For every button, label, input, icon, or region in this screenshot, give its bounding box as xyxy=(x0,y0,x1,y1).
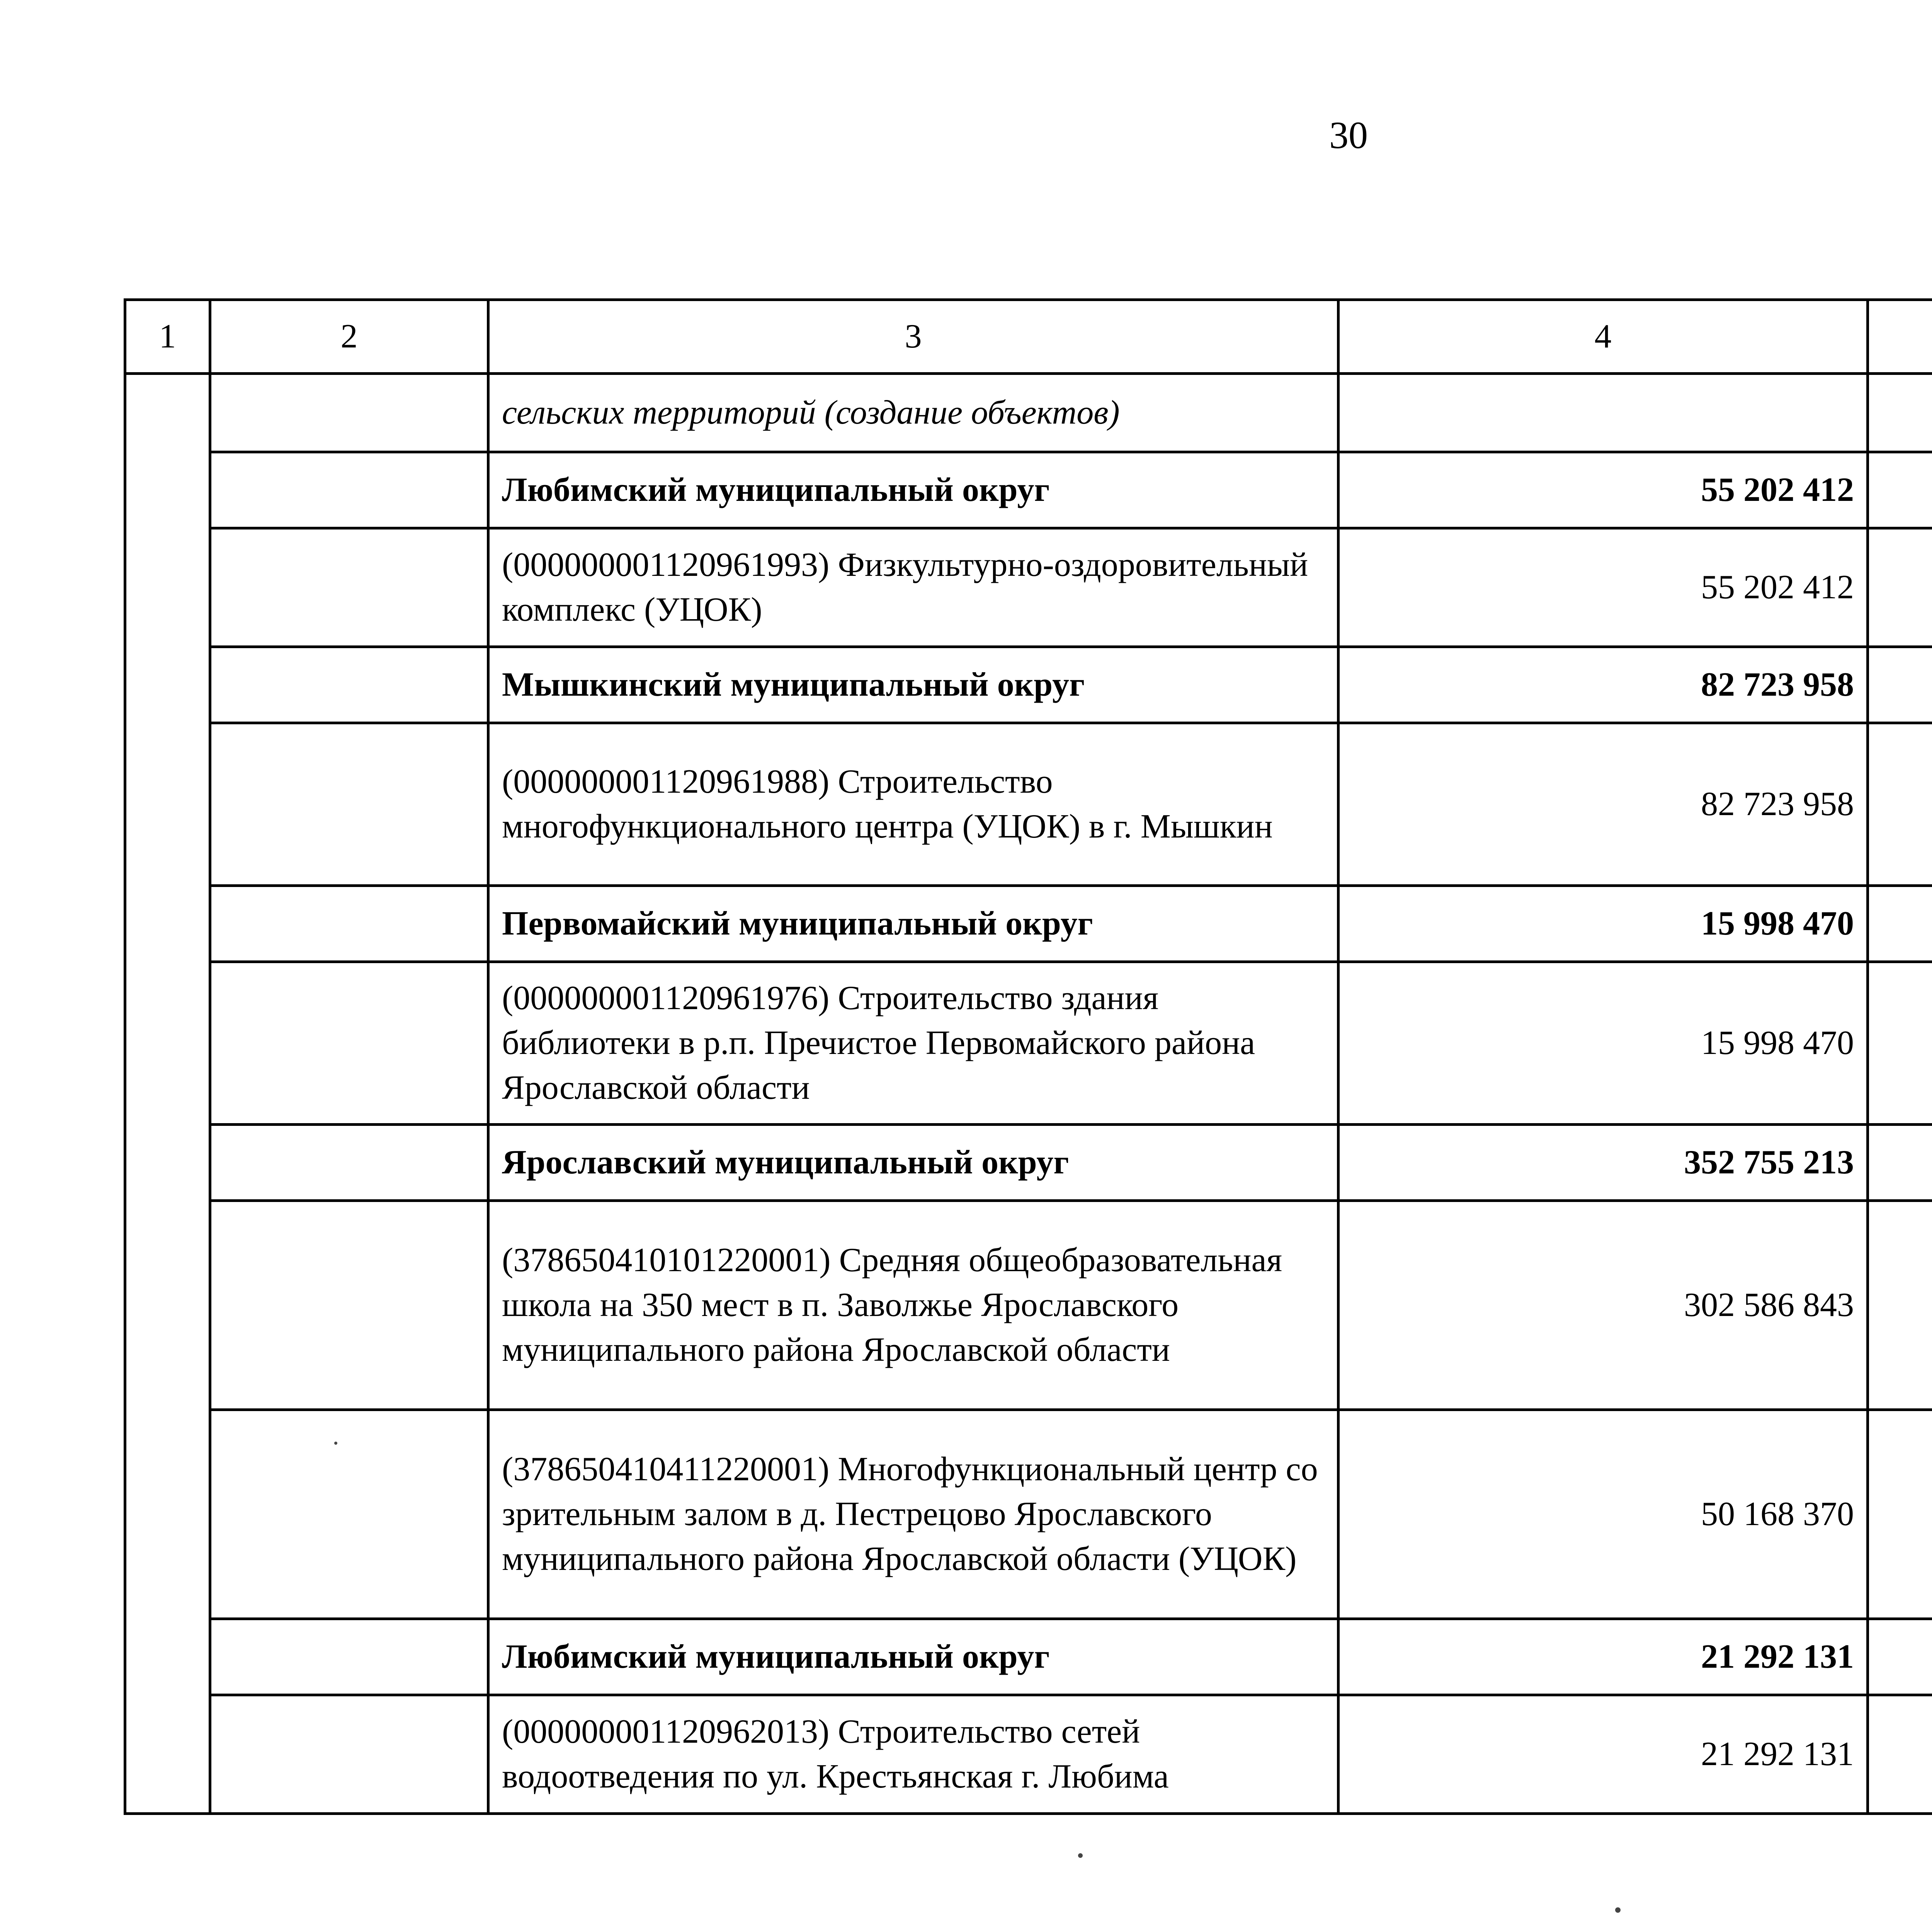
code-cell xyxy=(210,528,488,647)
object-row xyxy=(125,1410,1932,1619)
continuation-text: сельских территорий (создание объектов) xyxy=(488,374,1338,452)
page-number: 30 xyxy=(1329,114,1368,157)
regional-budget-amount xyxy=(1868,1619,1932,1695)
column-number-header-row xyxy=(125,300,1932,374)
total-amount: 55 202 412 xyxy=(1338,528,1868,647)
total-amount: 15 998 470 xyxy=(1338,886,1868,962)
total-amount: 55 202 412 xyxy=(1338,452,1868,528)
object-name: (000000001120961988) Строительство многофункционального центра (УЦОК) в г. Мышкин xyxy=(488,723,1338,886)
object-row xyxy=(125,1201,1932,1410)
municipality-name: Первомайский муниципальный округ xyxy=(488,886,1338,962)
municipality-total-row xyxy=(125,647,1932,723)
merged-column-1-cell xyxy=(125,374,210,1814)
column-number xyxy=(1868,300,1932,374)
municipality-total-row xyxy=(125,886,1932,962)
object-name: (378650410411220001) Многофункциональный центр со зрительным залом в д. Пестрецово Ярославского муниципального района Ярославской области (УЦОК) xyxy=(488,1410,1338,1619)
code-cell xyxy=(210,647,488,723)
regional-budget-amount xyxy=(1868,1695,1932,1814)
municipality-name: Любимский муниципальный округ xyxy=(488,452,1338,528)
code-cell xyxy=(210,962,488,1125)
amount-cell xyxy=(1338,374,1868,452)
total-amount: 21 292 131 xyxy=(1338,1619,1868,1695)
total-amount: 302 586 843 xyxy=(1338,1201,1868,1410)
regional-budget-amount xyxy=(1868,528,1932,647)
object-row xyxy=(125,1695,1932,1814)
total-amount: 15 998 470 xyxy=(1338,962,1868,1125)
total-amount: 82 723 958 xyxy=(1338,647,1868,723)
municipality-name: Мышкинский муниципальный округ xyxy=(488,647,1338,723)
object-row xyxy=(125,723,1932,886)
scan-speck xyxy=(334,1442,337,1445)
code-cell xyxy=(210,452,488,528)
budget-table xyxy=(124,298,1932,1815)
regional-budget-amount xyxy=(1868,962,1932,1125)
code-cell xyxy=(210,1125,488,1201)
municipality-name: Ярославский муниципальный округ xyxy=(488,1125,1338,1201)
total-amount: 82 723 958 xyxy=(1338,723,1868,886)
regional-budget-amount xyxy=(1868,1410,1932,1619)
scan-speck xyxy=(1078,1853,1083,1858)
regional-budget-amount xyxy=(1868,1201,1932,1410)
total-amount: 21 292 131 xyxy=(1338,1695,1868,1814)
object-name: (378650410101220001) Средняя общеобразовательная школа на 350 мест в п. Заволжье Ярославского муниципального района Ярославской области xyxy=(488,1201,1338,1410)
municipality-total-row xyxy=(125,452,1932,528)
municipality-total-row xyxy=(125,1125,1932,1201)
object-row xyxy=(125,528,1932,647)
code-cell xyxy=(210,374,488,452)
continuation-row xyxy=(125,374,1932,452)
total-amount: 50 168 370 xyxy=(1338,1410,1868,1619)
column-number: 3 xyxy=(488,300,1338,374)
regional-budget-amount xyxy=(1868,886,1932,962)
regional-budget-amount xyxy=(1868,1125,1932,1201)
regional-budget-amount xyxy=(1868,647,1932,723)
object-row xyxy=(125,962,1932,1125)
code-cell xyxy=(210,723,488,886)
total-amount: 352 755 213 xyxy=(1338,1125,1868,1201)
column-number: 2 xyxy=(210,300,488,374)
scan-speck xyxy=(1615,1907,1621,1913)
municipality-total-row xyxy=(125,1619,1932,1695)
code-cell xyxy=(210,1410,488,1619)
municipality-name: Любимский муниципальный округ xyxy=(488,1619,1338,1695)
object-name: (000000001120961993) Физкультурно-оздоровительный комплекс (УЦОК) xyxy=(488,528,1338,647)
code-cell xyxy=(210,886,488,962)
code-cell xyxy=(210,1201,488,1410)
column-number: 1 xyxy=(125,300,210,374)
regional-budget-amount xyxy=(1868,723,1932,886)
object-name: (000000001120962013) Строительство сетей водоотведения по ул. Крестьянская г. Любима xyxy=(488,1695,1338,1814)
regional-budget-amount xyxy=(1868,452,1932,528)
amount-cell xyxy=(1868,374,1932,452)
object-name: (000000001120961976) Строительство здания библиотеки в р.п. Пречистое Первомайского района Ярославской области xyxy=(488,962,1338,1125)
column-number: 4 xyxy=(1338,300,1868,374)
code-cell xyxy=(210,1619,488,1695)
code-cell xyxy=(210,1695,488,1814)
